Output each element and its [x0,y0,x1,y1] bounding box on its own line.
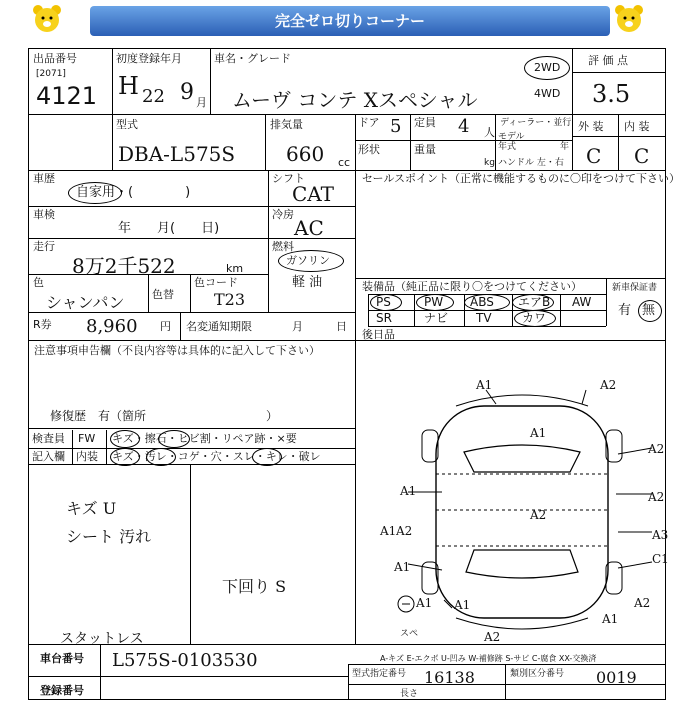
mileage-label: 走行 [33,240,55,253]
ac-label: 冷房 [272,208,294,221]
first-reg-label: 初度登録年月 [116,52,182,65]
usage-label: 車歴 [33,172,55,185]
ac-value: AC [294,216,324,240]
later-label: 後日品 [362,328,395,341]
recycle-unit: 円 [160,320,171,333]
meter-label: 名変通知期限 [186,320,252,333]
model-year-label2: 年式 [498,142,517,152]
diagram-tag: A1 [400,484,417,498]
mileage-value: 8万2千522 [72,254,176,278]
shaken-value: 年 月( 日) [118,221,220,236]
seat-label: 定員 [414,116,436,129]
color-label: 色 [33,276,44,289]
car-name-value: ムーヴ コンテ Xスペシャル [232,88,478,112]
diagram-tag: A1 [394,560,411,574]
color-code-value: T23 [214,290,246,309]
note-seat: シート 汚れ [66,527,152,546]
diagram-tag: A1 [454,598,471,612]
diagram-tag: C1 [652,552,669,566]
color-change-label: 色替 [152,288,174,301]
shift-label: シフト [272,172,305,185]
diagram-tag: A1 [476,378,493,392]
diagram-tag: A2 [530,508,547,522]
color-code-label: 色コード [194,276,238,289]
diagram-tag: A1 [602,612,619,626]
length-label: 長さ [400,689,419,699]
model-value: DBA-L575S [118,142,236,166]
year-unit: 年 [560,142,570,152]
category-value: 0019 [596,668,637,687]
equip-sr: SR [376,311,392,325]
fuel-light-oil: 軽 油 [292,275,323,290]
sales-point-label: セールスポイント（正常に機能するものに〇印をつけて下さい） [362,172,681,185]
diagram-tag: A3 [652,528,669,542]
equip-tv: TV [476,311,492,325]
equip-aw: AW [572,295,592,309]
diagram-tag: A2 [648,490,665,504]
disp-unit: cc [338,156,351,169]
diagram-tag: A1 [530,426,547,440]
score-label: 評 価 点 [588,54,628,67]
seat-value: 4 [458,116,470,137]
lot-sub: [2071] [36,69,66,79]
repair-label: 修復歴 有（箇所 ） [50,409,279,423]
body-no-value: L575S-0103530 [112,650,258,671]
seat-unit: 人 [484,126,495,139]
inspector-label: 検査員 [32,432,65,445]
recycle-value: 8,960 [86,316,138,337]
first-reg-era: H [118,72,139,100]
diagram-tag: A2 [634,596,651,610]
model-label: 型式 [116,118,138,131]
fuel-gas: ガソリン [286,254,330,267]
fw-label: FW [78,432,96,445]
mascot-bear-icon-left [30,4,64,34]
page-title: 完全ゼロ切りコーナー [90,6,610,36]
spec-value: 16138 [424,668,475,687]
first-reg-month: 9 [180,80,194,105]
door-value: 5 [390,116,402,137]
disp-label: 排気量 [270,118,303,131]
diagram-tag: A2 [648,442,665,456]
model-year-label1: モデル [498,132,525,142]
ext-value: C [586,144,602,168]
diagram-tag: A1 [416,596,433,610]
handle-label: ハンドル 左・右 [498,158,564,168]
diagram-tag: A2 [484,630,501,644]
first-reg-year: 22 [142,86,165,107]
usage-value: 自家用・( ) [76,185,191,200]
disp-value: 660 [286,142,325,166]
door-label: ドア [358,116,380,129]
score-value: 3.5 [592,80,631,108]
interior-label: 内装 [76,450,98,463]
equip-ps: PS [376,295,391,309]
spec-label: 型式指定番号 [352,669,407,679]
lot-number: 4121 [36,82,98,110]
color-value: シャンパン [46,293,125,312]
weight-label: 重量 [414,143,436,156]
category-label: 類別区分番号 [510,669,565,679]
notes-label: 注意事項申告欄（不良内容等は具体的に記入して下さい） [34,344,320,357]
recycle-label: R券 [33,318,52,331]
dealer-label: ディーラー・並行 [500,118,572,128]
shaken-label: 車検 [33,208,55,221]
car-damage-diagram [356,344,664,654]
body-no-label: 車台番号 [40,652,84,665]
mascot-bear-icon-right [612,4,646,34]
int-value: C [634,144,650,168]
record-label: 記入欄 [32,450,65,463]
warranty-label: 新車保証書 [612,283,658,293]
month-unit: 月 [196,96,207,109]
note-studless: スタットレス [60,631,144,647]
equip-pw: PW [424,295,444,309]
ext-label: 外 装 [578,120,604,133]
shift-value: CAT [292,182,334,206]
fuel-label: 燃料 [272,240,294,253]
int-label: 内 装 [624,120,650,133]
note-under: 下回り S [222,577,287,596]
equip-navi: ナビ [424,311,449,325]
equipment-label: 装備品（純正品に限り〇をつけてください） [362,280,582,293]
diagram-tag: A1 [380,524,397,538]
note-scratch: キズ U [66,499,117,518]
mileage-unit: km [226,262,244,275]
car-name-label: 車名・グレード [214,52,291,65]
drive-2wd: 2WD [534,61,561,74]
lot-label: 出品番号 [33,52,77,65]
diagram-tag: A2 [396,524,413,538]
int-items: キズ・汚レ・コゲ・穴・スレ・キレ・破レ [112,450,321,463]
equip-abs: ABS [470,295,494,309]
weight-unit: kg [484,158,495,168]
meter-day: 日 [336,320,347,333]
drive-4wd: 4WD [534,87,561,100]
shape-label: 形状 [358,143,380,156]
meter-month: 月 [292,320,303,333]
equip-leather: カワ [522,311,547,325]
fw-items: キズ・擦石・ヒビ割・リペア跡・×要 [112,432,297,445]
warranty-yes: 有 [618,303,632,318]
reg-no-label: 登録番号 [40,684,84,697]
legend-text: A-キズ E-エクボ U-凹み W-補修跡 S-サビ C-腐食 XX-交換済 [380,654,597,663]
equip-airbag: エアB [518,295,551,309]
sube-label: スペ [400,629,419,639]
warranty-no: 無 [642,303,656,318]
diagram-tag: A2 [600,378,617,392]
